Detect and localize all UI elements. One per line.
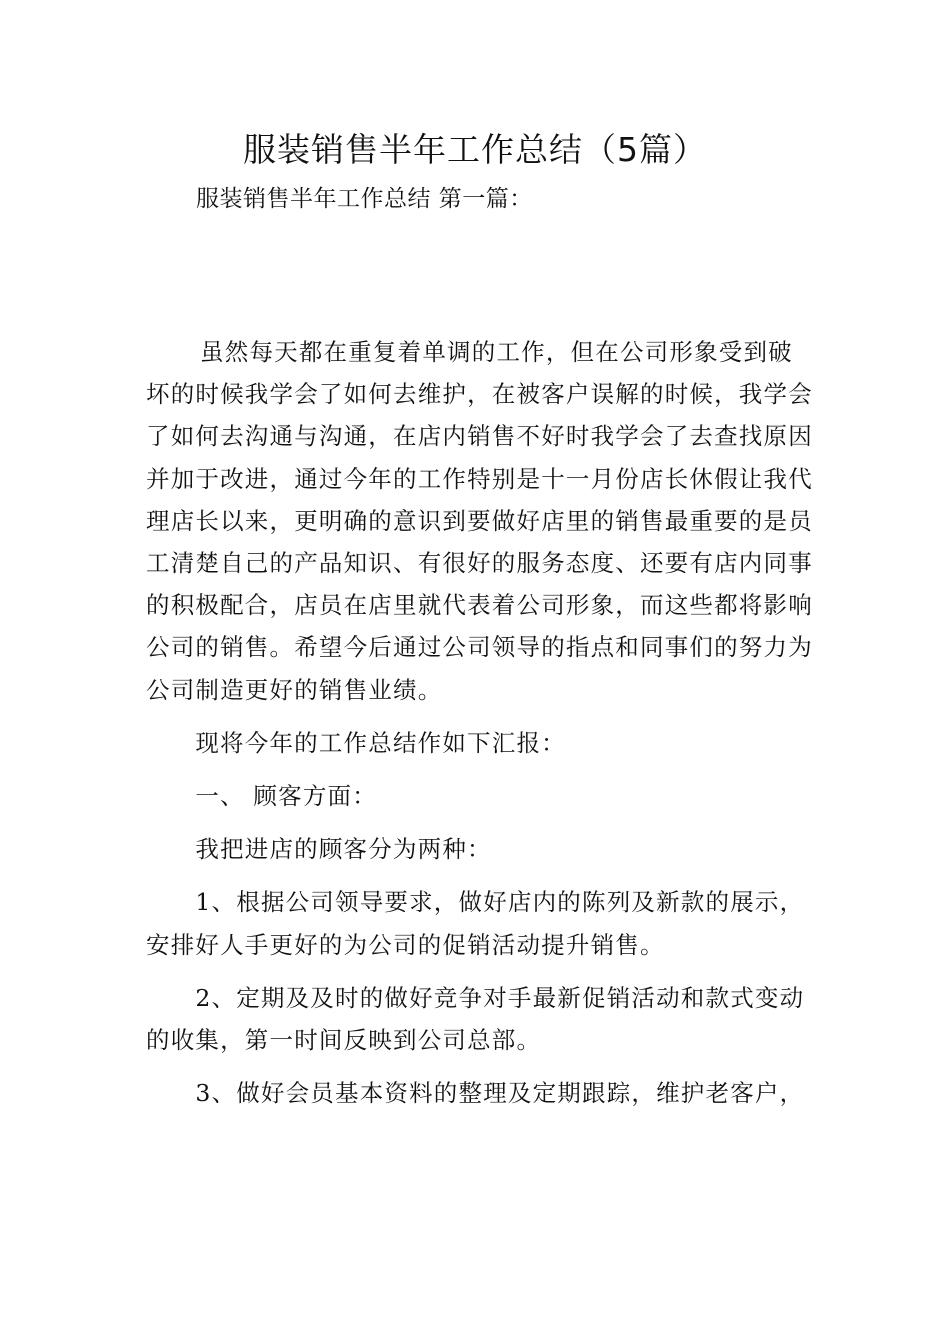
paragraph-customer-types: 我把进店的顾客分为两种： xyxy=(195,835,492,864)
paragraph-intro: 虽然每天都在重复着单调的工作，但在公司形象受到破坏的时候我学会了如何去维护，在被客户误解的时候，我学会了如何去沟通与沟通，在店内销售不好时我学会了去查找原因并加于改进，通过今年的工作特别是十一月份店长休假让我代理店长以来，更明确的意识到要做好店里的销售最重要的是员工清楚自己的产品知识、有很好的服务态度、还要有店内同事的积极配合，店员在店里就代表着公司形象，而这些都将影响公司的销售。希望今后通过公司领导的指点和同事们的努力为公司制造更好的销售业绩。 xyxy=(146,338,813,704)
section-heading-customers: 一、 顾客方面： xyxy=(195,782,377,811)
list-item-2: 2、定期及及时的做好竞争对手最新促销活动和款式变动的收集，第一时间反映到公司总部。 xyxy=(146,983,805,1055)
document-body xyxy=(146,331,816,1125)
document-title xyxy=(0,126,950,174)
list-item-3: 3、做好会员基本资料的整理及定期跟踪，维护老客户， xyxy=(195,1079,805,1108)
paragraph-report-lead: 现将今年的工作总结作如下汇报： xyxy=(195,728,566,757)
document-title-text: 服装销售半年工作总结（5篇） xyxy=(243,130,707,169)
document-subtitle: 服装销售半年工作总结 第一篇： xyxy=(196,186,533,212)
list-item-1: 1、根据公司领导要求，做好店内的陈列及新款的展示，安排好人手更好的为公司的促销活动提升销售。 xyxy=(146,888,805,959)
